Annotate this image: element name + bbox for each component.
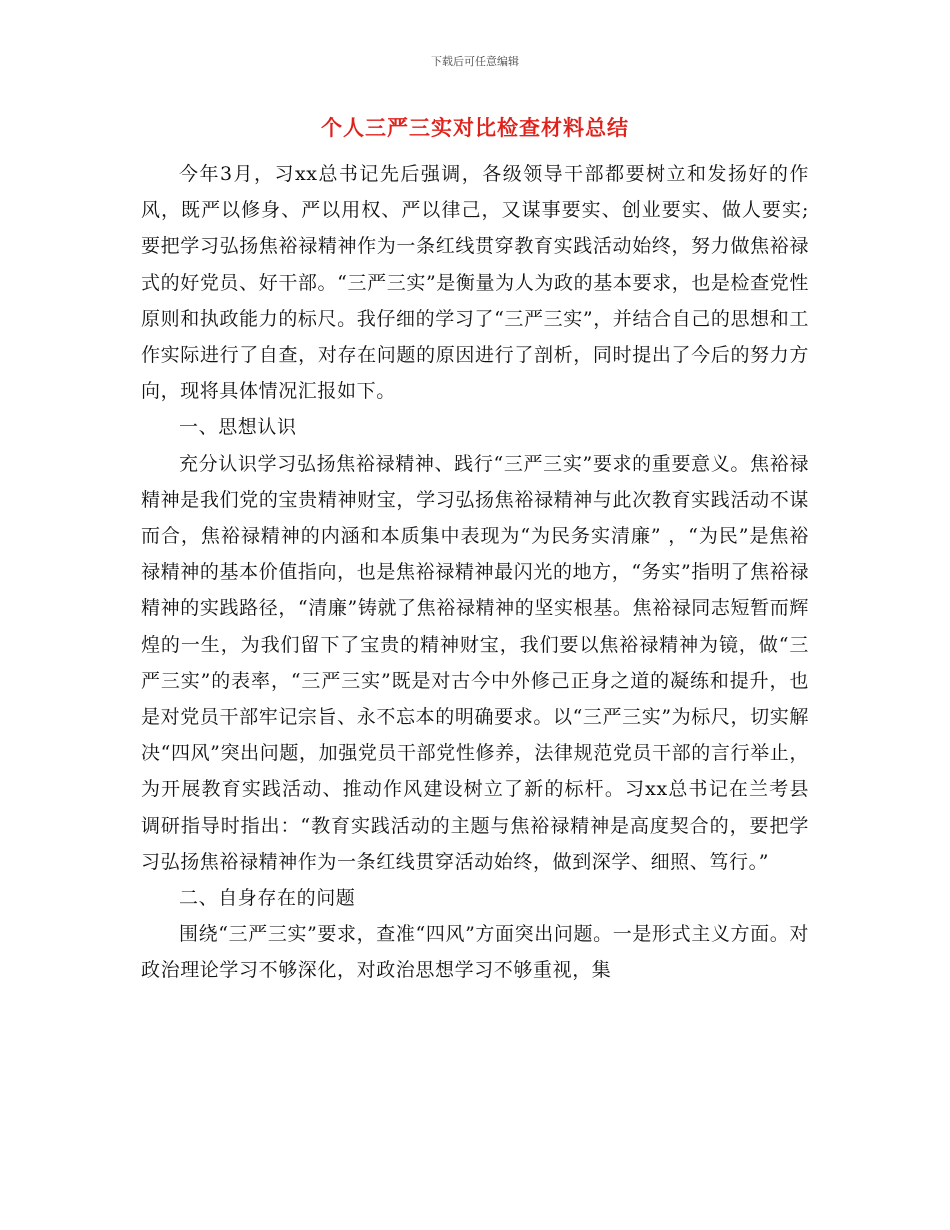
paragraph-ideological: 充分认识学习弘扬焦裕禄精神、践行“三严三实”要求的重要意义。焦裕禄精神是我们党的宝贵精神财宝，学习弘扬焦裕禄精神与此次教育实践活动不谋而合，焦裕禄精神的内涵和本质集中表现为“为民务实清廉” ，“为民”是焦裕禄精神的基本价值指向，也是焦裕禄精神最闪光的地方，“务实”指明了焦裕禄精神的实践路径，“清廉”铸就了焦裕禄精神的坚实根基。焦裕禄同志短暂而辉煌的一生，为我们留下了宝贵的精神财宝，我们要以焦裕禄精神为镜，做“三严三实”的表率，“三严三实”既是对古今中外修己正身之道的凝练和提升，也是对党员干部牢记宗旨、永不忘本的明确要求。以“三严三实”为标尺，切实解决“四风”突出问题，加强党员干部党性修养，法律规范党员干部的言行举止，为开展教育实践活动、推动作风建设树立了新的标杆。习xx总书记在兰考县调研指导时指出：“教育实践活动的主题与焦裕禄精神是高度契合的，要把学习弘扬焦裕禄精神作为一条红线贯穿活动始终，做到深学、细照、笃行。”: [141, 452, 809, 873]
document-title: 个人三严三实对比检查材料总结: [321, 116, 629, 140]
document-body: [141, 156, 809, 989]
paragraph-intro: 今年3月，习xx总书记先后强调，各级领导干部都要树立和发扬好的作风，既严以修身、严以用权、严以律己，又谋事要实、创业要实、做人要实;要把学习弘扬焦裕禄精神作为一条红线贯穿教育实践活动始终，努力做焦裕禄式的好党员、好干部。“三严三实”是衡量为人为政的基本要求，也是检查党性原则和执政能力的标尺。我仔细的学习了“三严三实”，并结合自己的思想和工作实际进行了自查，对存在问题的原因进行了剖析，同时提出了今后的努力方向，现将具体情况汇报如下。: [141, 163, 809, 403]
paragraph-problems: 围绕“三严三实”要求，查准“四风”方面突出问题。一是形式主义方面。对政治理论学习不够深化，对政治思想学习不够重视，集: [141, 923, 809, 982]
section-heading-ideological: 一、思想认识: [179, 416, 297, 439]
header-note: 下载后可任意编辑: [431, 55, 519, 68]
section-heading-problems: 二、自身存在的问题: [179, 887, 356, 910]
